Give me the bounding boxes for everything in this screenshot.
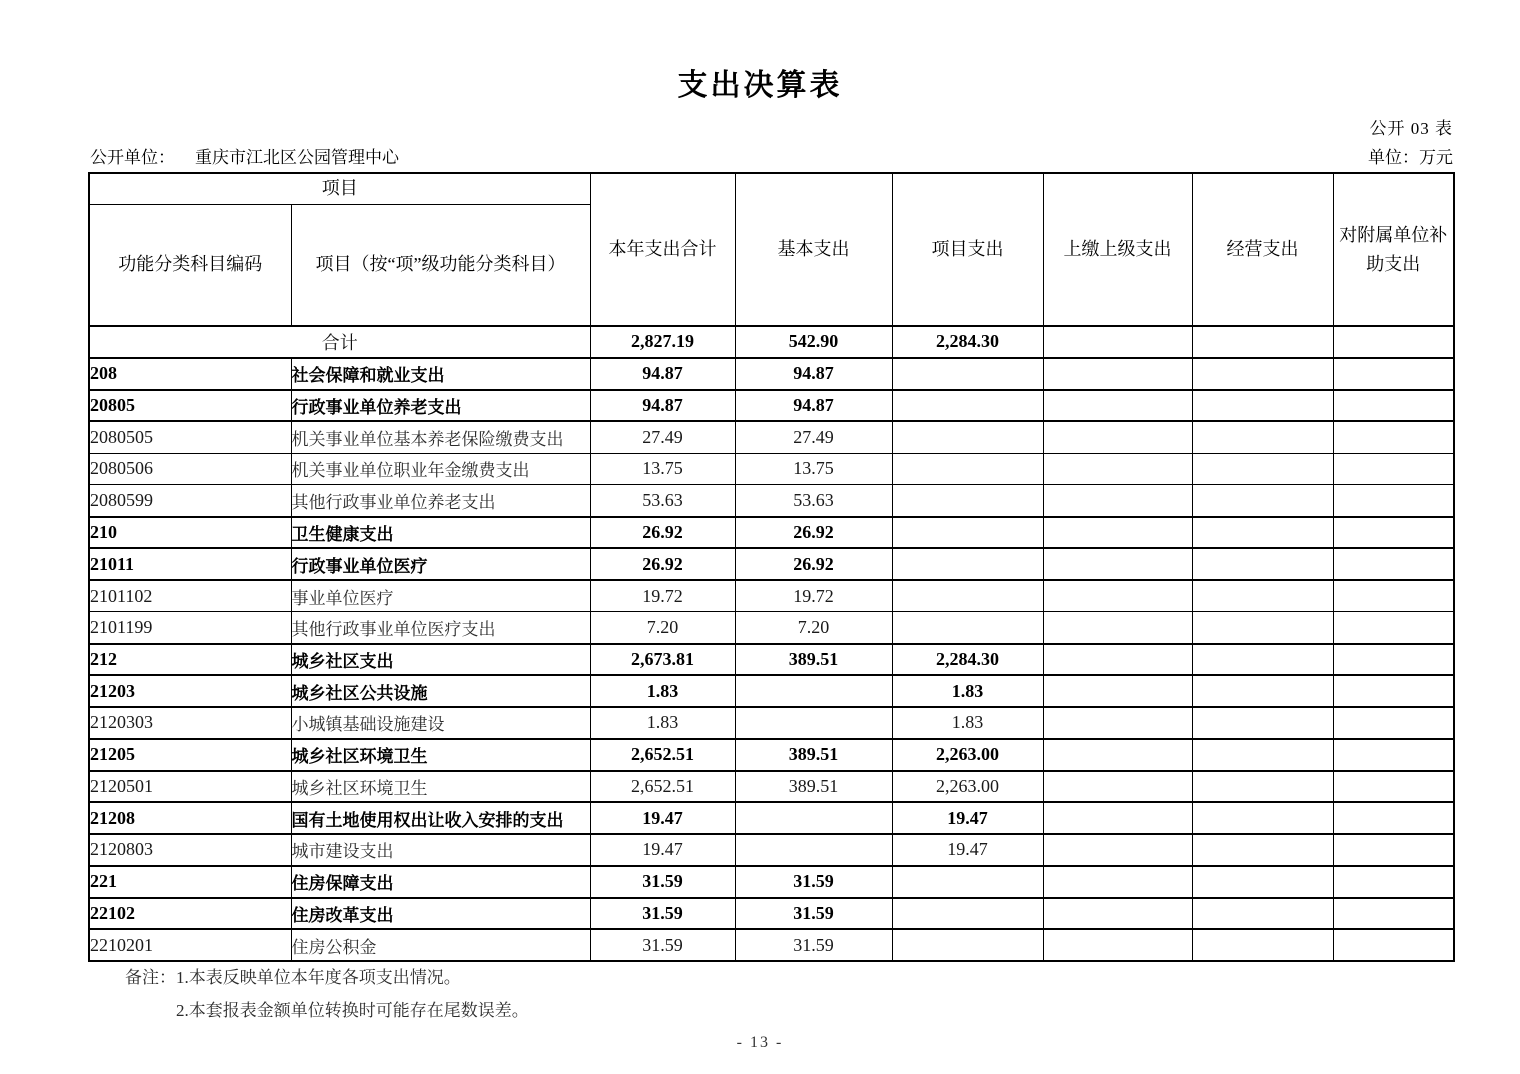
notes (125, 961, 529, 1027)
total-expenditure-cell: 1.83 (590, 675, 735, 707)
project-expenditure-cell: 19.47 (892, 834, 1043, 866)
header-subsidy-expenditure: 对附属单位补助支出 (1333, 173, 1454, 326)
item-name-cell: 城乡社区公共设施 (291, 675, 590, 707)
function-code-cell: 208 (89, 358, 291, 390)
subsidy-expenditure-cell (1333, 358, 1454, 390)
subsidy-expenditure-cell (1333, 866, 1454, 898)
project-expenditure-cell (892, 866, 1043, 898)
notes-label: 备注： (125, 968, 176, 987)
basic-expenditure-cell: 26.92 (735, 548, 892, 580)
function-code-cell: 2101102 (89, 580, 291, 612)
operating-expenditure-cell (1192, 866, 1333, 898)
basic-expenditure-cell: 31.59 (735, 898, 892, 930)
total-expenditure-cell: 26.92 (590, 517, 735, 549)
total-expenditure-cell: 27.49 (590, 421, 735, 453)
upper-level-expenditure-cell (1043, 771, 1192, 803)
meta-line (90, 143, 1453, 168)
item-name-cell: 城乡社区环境卫生 (291, 739, 590, 771)
total-value-cell (1333, 326, 1454, 358)
table-row (89, 580, 1454, 612)
project-expenditure-cell: 2,263.00 (892, 771, 1043, 803)
table-number: 公开 03 表 (1369, 119, 1453, 138)
operating-expenditure-cell (1192, 612, 1333, 644)
subsidy-expenditure-cell (1333, 390, 1454, 422)
project-expenditure-cell (892, 421, 1043, 453)
table-body (89, 326, 1454, 961)
total-expenditure-cell: 13.75 (590, 453, 735, 485)
header-project-expenditure: 项目支出 (892, 173, 1043, 326)
subsidy-expenditure-cell (1333, 707, 1454, 739)
project-expenditure-cell (892, 517, 1043, 549)
basic-expenditure-cell (735, 802, 892, 834)
subsidy-expenditure-cell (1333, 675, 1454, 707)
item-name-cell: 住房改革支出 (291, 898, 590, 930)
basic-expenditure-cell: 389.51 (735, 644, 892, 676)
project-expenditure-cell (892, 580, 1043, 612)
operating-expenditure-cell (1192, 771, 1333, 803)
org-label: 公开单位： (90, 148, 175, 167)
total-row (89, 326, 1454, 358)
operating-expenditure-cell (1192, 485, 1333, 517)
item-name-cell: 城市建设支出 (291, 834, 590, 866)
function-code-cell: 21011 (89, 548, 291, 580)
operating-expenditure-cell (1192, 421, 1333, 453)
table-row (89, 866, 1454, 898)
table-row (89, 612, 1454, 644)
total-expenditure-cell: 31.59 (590, 866, 735, 898)
basic-expenditure-cell: 27.49 (735, 421, 892, 453)
subsidy-expenditure-cell (1333, 421, 1454, 453)
header-group-row (89, 173, 1454, 204)
total-label: 合计 (89, 326, 590, 358)
function-code-cell: 2080506 (89, 453, 291, 485)
header-item-name: 项目（按“项”级功能分类科目） (291, 204, 590, 326)
upper-level-expenditure-cell (1043, 898, 1192, 930)
header-upper-level-expenditure: 上缴上级支出 (1043, 173, 1192, 326)
upper-level-expenditure-cell (1043, 548, 1192, 580)
basic-expenditure-cell: 31.59 (735, 866, 892, 898)
header-total-expenditure: 本年支出合计 (590, 173, 735, 326)
subsidy-expenditure-cell (1333, 771, 1454, 803)
upper-level-expenditure-cell (1043, 644, 1192, 676)
total-value-cell (1192, 326, 1333, 358)
project-expenditure-cell: 1.83 (892, 675, 1043, 707)
upper-level-expenditure-cell (1043, 802, 1192, 834)
operating-expenditure-cell (1192, 548, 1333, 580)
upper-level-expenditure-cell (1043, 358, 1192, 390)
item-name-cell: 城乡社区环境卫生 (291, 771, 590, 803)
basic-expenditure-cell (735, 675, 892, 707)
upper-level-expenditure-cell (1043, 580, 1192, 612)
subsidy-expenditure-cell (1333, 485, 1454, 517)
operating-expenditure-cell (1192, 580, 1333, 612)
upper-level-expenditure-cell (1043, 866, 1192, 898)
function-code-cell: 2080599 (89, 485, 291, 517)
basic-expenditure-cell (735, 834, 892, 866)
function-code-cell: 2120501 (89, 771, 291, 803)
page-number: - 13 - (736, 1034, 784, 1051)
operating-expenditure-cell (1192, 834, 1333, 866)
subsidy-expenditure-cell (1333, 739, 1454, 771)
table-row (89, 421, 1454, 453)
item-name-cell: 其他行政事业单位医疗支出 (291, 612, 590, 644)
total-expenditure-cell: 19.72 (590, 580, 735, 612)
function-code-cell: 2120803 (89, 834, 291, 866)
project-expenditure-cell: 2,263.00 (892, 739, 1043, 771)
total-expenditure-cell: 53.63 (590, 485, 735, 517)
function-code-cell: 20805 (89, 390, 291, 422)
table-row (89, 644, 1454, 676)
table-row (89, 834, 1454, 866)
basic-expenditure-cell: 389.51 (735, 739, 892, 771)
table-row (89, 739, 1454, 771)
total-expenditure-cell: 31.59 (590, 929, 735, 961)
total-expenditure-cell: 2,652.51 (590, 771, 735, 803)
total-expenditure-cell: 2,673.81 (590, 644, 735, 676)
operating-expenditure-cell (1192, 453, 1333, 485)
table-row (89, 771, 1454, 803)
project-expenditure-cell (892, 358, 1043, 390)
unit-label: 单位：万元 (1368, 148, 1453, 167)
subsidy-expenditure-cell (1333, 517, 1454, 549)
table-row (89, 358, 1454, 390)
function-code-cell: 2210201 (89, 929, 291, 961)
total-value-cell: 542.90 (735, 326, 892, 358)
basic-expenditure-cell: 94.87 (735, 390, 892, 422)
page-title: 支出决算表 (677, 69, 843, 102)
total-expenditure-cell: 7.20 (590, 612, 735, 644)
function-code-cell: 2120303 (89, 707, 291, 739)
basic-expenditure-cell: 19.72 (735, 580, 892, 612)
upper-level-expenditure-cell (1043, 929, 1192, 961)
table-row (89, 707, 1454, 739)
basic-expenditure-cell: 53.63 (735, 485, 892, 517)
total-expenditure-cell: 94.87 (590, 358, 735, 390)
table-row (89, 929, 1454, 961)
item-name-cell: 社会保障和就业支出 (291, 358, 590, 390)
function-code-cell: 2101199 (89, 612, 291, 644)
subsidy-expenditure-cell (1333, 834, 1454, 866)
project-expenditure-cell (892, 390, 1043, 422)
subsidy-expenditure-cell (1333, 898, 1454, 930)
item-name-cell: 行政事业单位养老支出 (291, 390, 590, 422)
header-function-code: 功能分类科目编码 (89, 204, 291, 326)
basic-expenditure-cell: 31.59 (735, 929, 892, 961)
upper-level-expenditure-cell (1043, 453, 1192, 485)
subsidy-expenditure-cell (1333, 548, 1454, 580)
total-expenditure-cell: 1.83 (590, 707, 735, 739)
header-basic-expenditure: 基本支出 (735, 173, 892, 326)
table-row (89, 517, 1454, 549)
org-line (90, 143, 399, 168)
note-line: 1.本表反映单位本年度各项支出情况。 (176, 968, 461, 987)
function-code-cell: 21205 (89, 739, 291, 771)
basic-expenditure-cell: 389.51 (735, 771, 892, 803)
function-code-cell: 22102 (89, 898, 291, 930)
subsidy-expenditure-cell (1333, 453, 1454, 485)
upper-level-expenditure-cell (1043, 834, 1192, 866)
subsidy-expenditure-cell (1333, 644, 1454, 676)
project-expenditure-cell (892, 898, 1043, 930)
project-expenditure-cell: 19.47 (892, 802, 1043, 834)
table-row (89, 548, 1454, 580)
upper-level-expenditure-cell (1043, 517, 1192, 549)
item-name-cell: 卫生健康支出 (291, 517, 590, 549)
table-row (89, 802, 1454, 834)
project-expenditure-cell (892, 485, 1043, 517)
total-value-cell: 2,827.19 (590, 326, 735, 358)
upper-level-expenditure-cell (1043, 485, 1192, 517)
item-name-cell: 机关事业单位职业年金缴费支出 (291, 453, 590, 485)
function-code-cell: 21203 (89, 675, 291, 707)
basic-expenditure-cell: 26.92 (735, 517, 892, 549)
item-name-cell: 行政事业单位医疗 (291, 548, 590, 580)
function-code-cell: 21208 (89, 802, 291, 834)
total-value-cell (1043, 326, 1192, 358)
operating-expenditure-cell (1192, 802, 1333, 834)
item-name-cell: 其他行政事业单位养老支出 (291, 485, 590, 517)
upper-level-expenditure-cell (1043, 739, 1192, 771)
table-row (89, 898, 1454, 930)
operating-expenditure-cell (1192, 675, 1333, 707)
upper-level-expenditure-cell (1043, 675, 1192, 707)
expenditure-table (88, 172, 1455, 962)
table-row (89, 453, 1454, 485)
project-expenditure-cell (892, 929, 1043, 961)
item-name-cell: 机关事业单位基本养老保险缴费支出 (291, 421, 590, 453)
upper-level-expenditure-cell (1043, 612, 1192, 644)
notes-body (176, 961, 529, 1027)
operating-expenditure-cell (1192, 390, 1333, 422)
function-code-cell: 221 (89, 866, 291, 898)
org-name: 重庆市江北区公园管理中心 (195, 148, 399, 167)
total-expenditure-cell: 19.47 (590, 834, 735, 866)
function-code-cell: 212 (89, 644, 291, 676)
upper-level-expenditure-cell (1043, 707, 1192, 739)
function-code-cell: 210 (89, 517, 291, 549)
subsidy-expenditure-cell (1333, 580, 1454, 612)
project-expenditure-cell: 2,284.30 (892, 644, 1043, 676)
project-expenditure-cell (892, 453, 1043, 485)
upper-level-expenditure-cell (1043, 390, 1192, 422)
header-operating-expenditure: 经营支出 (1192, 173, 1333, 326)
item-name-cell: 小城镇基础设施建设 (291, 707, 590, 739)
operating-expenditure-cell (1192, 358, 1333, 390)
item-name-cell: 住房保障支出 (291, 866, 590, 898)
basic-expenditure-cell: 13.75 (735, 453, 892, 485)
subsidy-expenditure-cell (1333, 929, 1454, 961)
operating-expenditure-cell (1192, 929, 1333, 961)
item-name-cell: 城乡社区支出 (291, 644, 590, 676)
total-expenditure-cell: 26.92 (590, 548, 735, 580)
project-expenditure-cell (892, 612, 1043, 644)
basic-expenditure-cell (735, 707, 892, 739)
basic-expenditure-cell: 7.20 (735, 612, 892, 644)
note-line: 2.本套报表金额单位转换时可能存在尾数误差。 (176, 1001, 529, 1020)
item-name-cell: 住房公积金 (291, 929, 590, 961)
subsidy-expenditure-cell (1333, 612, 1454, 644)
item-name-cell: 国有土地使用权出让收入安排的支出 (291, 802, 590, 834)
item-name-cell: 事业单位医疗 (291, 580, 590, 612)
subsidy-expenditure-cell (1333, 802, 1454, 834)
project-expenditure-cell: 1.83 (892, 707, 1043, 739)
table-row (89, 675, 1454, 707)
operating-expenditure-cell (1192, 707, 1333, 739)
project-expenditure-cell (892, 548, 1043, 580)
operating-expenditure-cell (1192, 898, 1333, 930)
total-expenditure-cell: 31.59 (590, 898, 735, 930)
basic-expenditure-cell: 94.87 (735, 358, 892, 390)
table-row (89, 390, 1454, 422)
total-expenditure-cell: 2,652.51 (590, 739, 735, 771)
operating-expenditure-cell (1192, 739, 1333, 771)
total-expenditure-cell: 19.47 (590, 802, 735, 834)
operating-expenditure-cell (1192, 644, 1333, 676)
table-row (89, 485, 1454, 517)
header-group-project: 项目 (89, 173, 590, 204)
total-expenditure-cell: 94.87 (590, 390, 735, 422)
upper-level-expenditure-cell (1043, 421, 1192, 453)
operating-expenditure-cell (1192, 517, 1333, 549)
function-code-cell: 2080505 (89, 421, 291, 453)
total-value-cell: 2,284.30 (892, 326, 1043, 358)
